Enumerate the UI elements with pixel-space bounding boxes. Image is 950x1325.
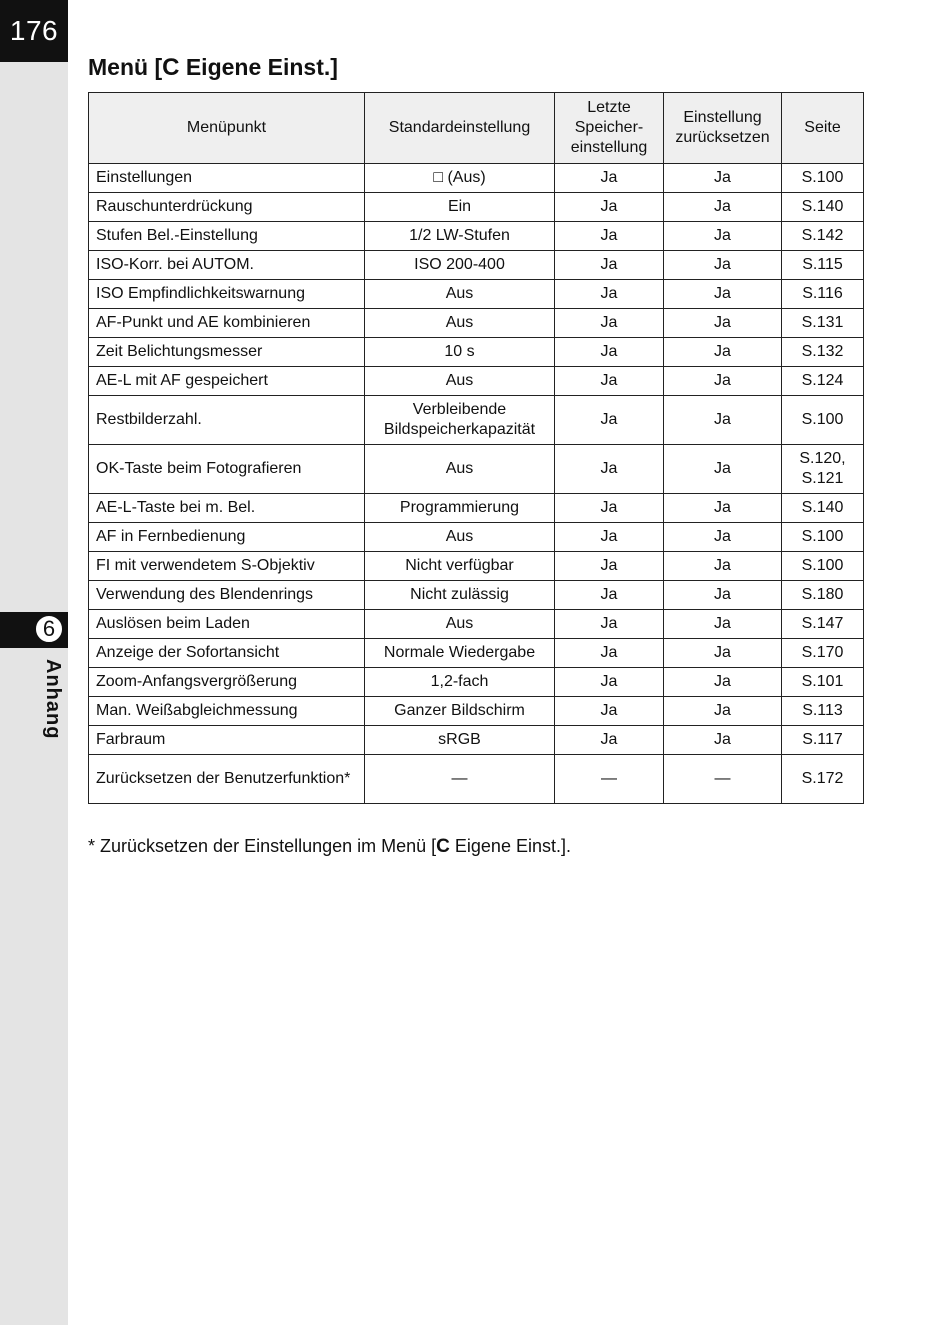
cell-last-memory: Ja <box>555 726 664 755</box>
cell-menu-item: AE-L-Taste bei m. Bel. <box>89 494 365 523</box>
cell-reset-setting: Ja <box>664 726 782 755</box>
cell-reset-setting: Ja <box>664 668 782 697</box>
cell-default-setting: Normale Wiedergabe <box>365 639 555 668</box>
cell-last-memory: Ja <box>555 523 664 552</box>
chapter-number: 6 <box>34 614 64 644</box>
cell-menu-item: FI mit verwendetem S-Objektiv <box>89 552 365 581</box>
cell-menu-item: Man. Weißabgleichmessung <box>89 697 365 726</box>
cell-reset-setting: — <box>664 755 782 804</box>
cell-last-memory: Ja <box>555 367 664 396</box>
cell-reset-setting: Ja <box>664 552 782 581</box>
cell-menu-item: Zeit Belichtungsmesser <box>89 338 365 367</box>
table-row <box>89 726 864 755</box>
cell-page: S.100 <box>782 523 864 552</box>
cell-reset-setting: Ja <box>664 251 782 280</box>
cell-reset-setting: Ja <box>664 338 782 367</box>
cell-last-memory: Ja <box>555 639 664 668</box>
cell-default-setting: Aus <box>365 610 555 639</box>
page-number: 176 <box>0 0 68 62</box>
cell-last-memory: Ja <box>555 610 664 639</box>
cell-default-setting: Aus <box>365 523 555 552</box>
cell-page: S.101 <box>782 668 864 697</box>
cell-page: S.132 <box>782 338 864 367</box>
cell-page: S.147 <box>782 610 864 639</box>
cell-reset-setting: Ja <box>664 494 782 523</box>
cell-reset-setting: Ja <box>664 396 782 445</box>
cell-default-setting: Aus <box>365 445 555 494</box>
cell-last-memory: Ja <box>555 338 664 367</box>
cell-menu-item: ISO-Korr. bei AUTOM. <box>89 251 365 280</box>
cell-menu-item: Einstellungen <box>89 164 365 193</box>
table-row <box>89 251 864 280</box>
custom-menu-icon: C <box>162 54 180 81</box>
cell-page: S.100 <box>782 164 864 193</box>
cell-default-setting: □ (Aus) <box>365 164 555 193</box>
cell-page: S.180 <box>782 581 864 610</box>
header-menu-item: Menüpunkt <box>89 93 365 164</box>
cell-menu-item: Rauschunterdrückung <box>89 193 365 222</box>
cell-default-setting: 1/2 LW-Stufen <box>365 222 555 251</box>
cell-default-setting: Ganzer Bildschirm <box>365 697 555 726</box>
cell-last-memory: Ja <box>555 494 664 523</box>
cell-reset-setting: Ja <box>664 697 782 726</box>
cell-default-setting: Programmierung <box>365 494 555 523</box>
cell-reset-setting: Ja <box>664 523 782 552</box>
page-title <box>88 54 338 82</box>
cell-page: S.116 <box>782 280 864 309</box>
cell-last-memory: Ja <box>555 164 664 193</box>
footnote-prefix: * Zurücksetzen der Einstellungen im Menü [ <box>88 836 437 856</box>
title-prefix: Menü [ <box>88 54 163 80</box>
cell-menu-item: Verwendung des Blendenrings <box>89 581 365 610</box>
table-row <box>89 581 864 610</box>
cell-last-memory: Ja <box>555 222 664 251</box>
cell-reset-setting: Ja <box>664 367 782 396</box>
cell-reset-setting: Ja <box>664 164 782 193</box>
cell-page: S.140 <box>782 193 864 222</box>
table-row <box>89 668 864 697</box>
cell-default-setting: — <box>365 755 555 804</box>
table-row <box>89 280 864 309</box>
header-last-memory: Letzte Speicher-einstellung <box>555 93 664 164</box>
cell-default-setting: Verbleibende Bildspeicherkapazität <box>365 396 555 445</box>
cell-menu-item: Zoom-Anfangsvergrößerung <box>89 668 365 697</box>
cell-default-setting: Aus <box>365 367 555 396</box>
cell-menu-item: Farbraum <box>89 726 365 755</box>
header-page: Seite <box>782 93 864 164</box>
table-row <box>89 755 864 804</box>
table-header-row <box>89 93 864 164</box>
cell-reset-setting: Ja <box>664 639 782 668</box>
cell-menu-item: AF in Fernbedienung <box>89 523 365 552</box>
custom-menu-icon: C <box>436 836 450 857</box>
cell-reset-setting: Ja <box>664 610 782 639</box>
cell-last-memory: Ja <box>555 668 664 697</box>
cell-reset-setting: Ja <box>664 222 782 251</box>
chapter-label: Anhang <box>42 659 64 740</box>
settings-table <box>88 92 864 804</box>
cell-menu-item: OK-Taste beim Fotografieren <box>89 445 365 494</box>
cell-default-setting: sRGB <box>365 726 555 755</box>
cell-page: S.115 <box>782 251 864 280</box>
cell-last-memory: Ja <box>555 581 664 610</box>
table-row <box>89 610 864 639</box>
cell-menu-item: Zurücksetzen der Benutzerfunktion* <box>89 755 365 804</box>
table-row <box>89 639 864 668</box>
header-reset-setting: Einstellung zurücksetzen <box>664 93 782 164</box>
cell-reset-setting: Ja <box>664 581 782 610</box>
cell-last-memory: Ja <box>555 280 664 309</box>
cell-menu-item: Stufen Bel.-Einstellung <box>89 222 365 251</box>
footnote-suffix: Eigene Einst.]. <box>449 836 571 856</box>
table-row <box>89 494 864 523</box>
cell-page: S.113 <box>782 697 864 726</box>
cell-reset-setting: Ja <box>664 280 782 309</box>
table-row <box>89 697 864 726</box>
cell-reset-setting: Ja <box>664 309 782 338</box>
table-row <box>89 193 864 222</box>
cell-menu-item: Auslösen beim Laden <box>89 610 365 639</box>
cell-default-setting: 1,2-fach <box>365 668 555 697</box>
cell-menu-item: AF-Punkt und AE kombinieren <box>89 309 365 338</box>
cell-default-setting: Aus <box>365 280 555 309</box>
cell-default-setting: Nicht verfügbar <box>365 552 555 581</box>
cell-page: S.100 <box>782 552 864 581</box>
table-row <box>89 338 864 367</box>
table-row <box>89 367 864 396</box>
cell-menu-item: Restbilderzahl. <box>89 396 365 445</box>
cell-last-memory: Ja <box>555 552 664 581</box>
cell-page: S.120, S.121 <box>782 445 864 494</box>
cell-page: S.100 <box>782 396 864 445</box>
cell-menu-item: Anzeige der Sofortansicht <box>89 639 365 668</box>
cell-page: S.131 <box>782 309 864 338</box>
cell-default-setting: Nicht zulässig <box>365 581 555 610</box>
footnote <box>88 836 571 858</box>
cell-page: S.140 <box>782 494 864 523</box>
table-row <box>89 396 864 445</box>
table-row <box>89 523 864 552</box>
cell-default-setting: 10 s <box>365 338 555 367</box>
table-row <box>89 164 864 193</box>
cell-page: S.172 <box>782 755 864 804</box>
cell-default-setting: ISO 200-400 <box>365 251 555 280</box>
cell-reset-setting: Ja <box>664 445 782 494</box>
cell-last-memory: Ja <box>555 251 664 280</box>
cell-menu-item: ISO Empfindlichkeitswarnung <box>89 280 365 309</box>
table-row <box>89 309 864 338</box>
table-row <box>89 222 864 251</box>
cell-default-setting: Aus <box>365 309 555 338</box>
header-default-setting: Standardeinstellung <box>365 93 555 164</box>
cell-page: S.170 <box>782 639 864 668</box>
table-row <box>89 552 864 581</box>
cell-last-memory: Ja <box>555 193 664 222</box>
cell-page: S.124 <box>782 367 864 396</box>
cell-default-setting: Ein <box>365 193 555 222</box>
cell-menu-item: AE-L mit AF gespeichert <box>89 367 365 396</box>
cell-last-memory: Ja <box>555 396 664 445</box>
cell-last-memory: Ja <box>555 697 664 726</box>
cell-page: S.142 <box>782 222 864 251</box>
title-suffix: Eigene Einst.] <box>179 54 338 80</box>
cell-last-memory: — <box>555 755 664 804</box>
cell-last-memory: Ja <box>555 445 664 494</box>
cell-reset-setting: Ja <box>664 193 782 222</box>
cell-last-memory: Ja <box>555 309 664 338</box>
table-row <box>89 445 864 494</box>
cell-page: S.117 <box>782 726 864 755</box>
